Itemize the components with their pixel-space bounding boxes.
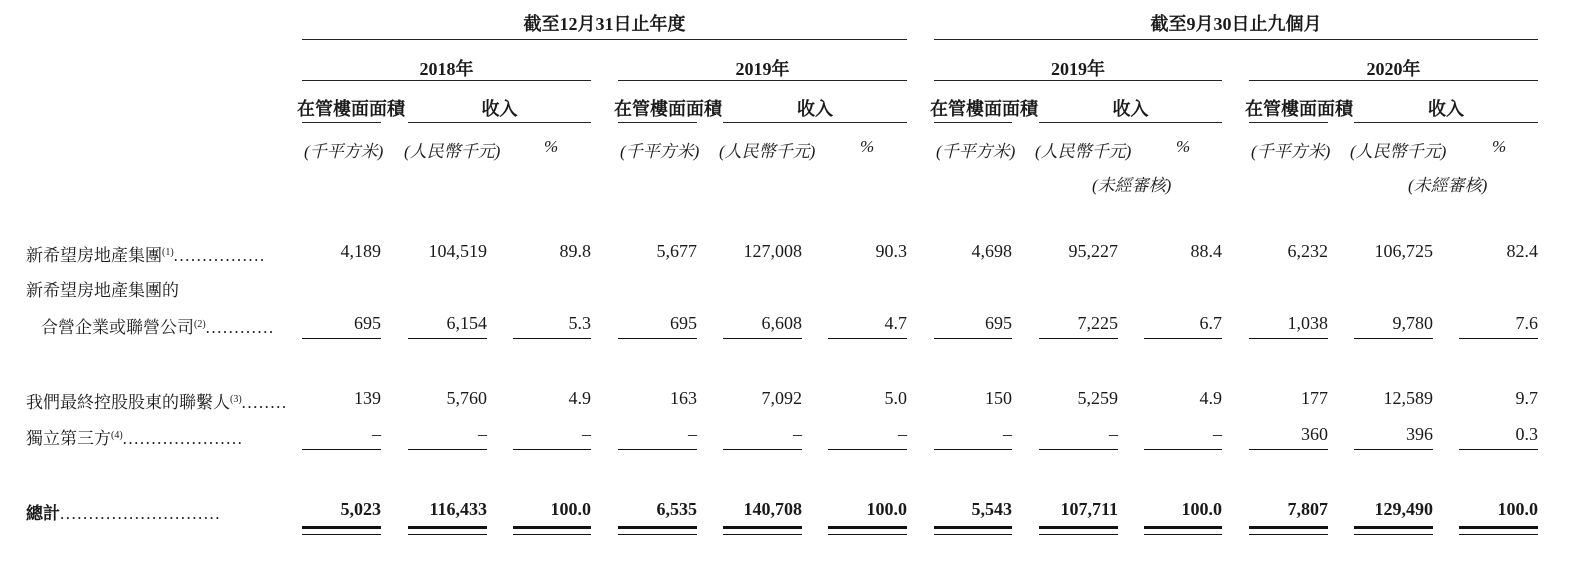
row-label-controlling-associates: [26, 388, 288, 413]
footnote-ref: (4): [111, 430, 123, 441]
dot-leader: ............................: [60, 504, 221, 523]
year-rule: [1249, 80, 1538, 81]
subtotal-rule: [513, 338, 591, 339]
year-header: 2019年: [735, 59, 790, 79]
year-rule: [618, 80, 907, 81]
value-cell: 4.7: [884, 313, 907, 333]
row-label-jv-line1: [26, 276, 179, 301]
value-cell: 5.0: [884, 388, 907, 408]
unit-label: (千平方米): [936, 142, 1016, 161]
year-header: 2019年: [1051, 59, 1105, 79]
total-double-rule: [408, 534, 487, 535]
value-cell: 163: [670, 388, 697, 408]
total-double-rule: [723, 526, 802, 529]
subtotal-rule: [828, 338, 907, 339]
column-header-rule: [618, 122, 697, 123]
total-double-rule: [1354, 526, 1433, 529]
subtotal-rule: [1039, 338, 1118, 339]
gfa-header: 在管樓面面積: [614, 99, 722, 119]
total-double-rule: [1144, 534, 1222, 535]
unit-label: %: [544, 137, 559, 156]
value-cell: 695: [354, 313, 381, 333]
value-cell: 9.7: [1515, 388, 1538, 408]
footnote-ref: (1): [162, 247, 174, 258]
total-double-rule: [1144, 526, 1222, 529]
total-double-rule: [513, 526, 591, 529]
value-cell: –: [793, 424, 802, 444]
total-double-rule: [934, 534, 1012, 535]
subtotal-rule: [408, 449, 487, 450]
total-value-cell: 7,807: [1287, 499, 1328, 519]
unit-label: (人民幣千元): [719, 142, 816, 161]
total-double-rule: [1039, 534, 1118, 535]
year-header: 2018年: [419, 59, 474, 79]
value-cell: 0.3: [1515, 424, 1538, 444]
value-cell: 7,092: [761, 388, 802, 408]
value-cell: 1,038: [1287, 313, 1328, 333]
value-cell: 150: [985, 388, 1012, 408]
value-cell: –: [688, 424, 697, 444]
row-label-text: 新希望房地產集團: [26, 246, 162, 265]
value-cell: 7,225: [1077, 313, 1118, 333]
total-value-cell: 100.0: [1497, 499, 1538, 519]
revenue-header: 收入: [1428, 99, 1464, 119]
gfa-header: 在管樓面面積: [1245, 99, 1353, 119]
total-value-cell: 100.0: [1181, 499, 1222, 519]
row-label-total: [26, 499, 221, 524]
subtotal-rule: [1144, 449, 1222, 450]
row-label-new-hope-group: [26, 241, 266, 266]
unaudited-note: (未經審核): [1092, 176, 1172, 195]
value-cell: 177: [1301, 388, 1328, 408]
total-double-rule: [723, 534, 802, 535]
value-cell: 4,698: [971, 241, 1012, 261]
value-cell: 5.3: [568, 313, 591, 333]
total-double-rule: [302, 534, 381, 535]
value-cell: –: [372, 424, 381, 444]
value-cell: 12,589: [1383, 388, 1433, 408]
column-header-rule: [1039, 122, 1222, 123]
row-label-jv-associates: [41, 313, 275, 338]
value-cell: 82.4: [1506, 241, 1538, 261]
year-rule: [934, 80, 1222, 81]
subtotal-rule: [1459, 449, 1538, 450]
value-cell: 6,608: [761, 313, 802, 333]
column-header-rule: [1354, 122, 1538, 123]
value-cell: 7.6: [1515, 313, 1538, 333]
column-header-rule: [302, 122, 381, 123]
subtotal-rule: [1039, 449, 1118, 450]
revenue-header: 收入: [797, 99, 833, 119]
value-cell: 5,259: [1077, 388, 1118, 408]
unit-label: %: [1492, 137, 1507, 156]
value-cell: 88.4: [1190, 241, 1222, 261]
total-double-rule: [1354, 534, 1433, 535]
row-label-third-parties: [26, 424, 243, 449]
revenue-header: 收入: [1112, 99, 1149, 119]
row-label-text: 我們最終控股股東的聯繫人: [26, 393, 230, 412]
total-double-rule: [618, 526, 697, 529]
value-cell: 95,227: [1068, 241, 1118, 261]
value-cell: 90.3: [875, 241, 907, 261]
row-label-text: 合營企業或聯營公司: [41, 318, 194, 337]
unit-label: (人民幣千元): [1350, 142, 1447, 161]
unit-label: %: [860, 137, 875, 156]
total-value-cell: 6,535: [656, 499, 697, 519]
total-value-cell: 100.0: [866, 499, 907, 519]
subtotal-rule: [1459, 338, 1538, 339]
subtotal-rule: [408, 338, 487, 339]
total-double-rule: [828, 526, 907, 529]
dot-leader: ........: [241, 393, 288, 412]
subtotal-rule: [302, 338, 381, 339]
value-cell: –: [898, 424, 907, 444]
subtotal-rule: [513, 449, 591, 450]
subtotal-rule: [302, 449, 381, 450]
value-cell: 695: [985, 313, 1012, 333]
column-header-rule: [1249, 122, 1328, 123]
row-label-text: 新希望房地產集團的: [26, 281, 179, 300]
value-cell: –: [1003, 424, 1012, 444]
total-double-rule: [302, 526, 381, 529]
column-header-rule: [934, 122, 1012, 123]
value-cell: 6,232: [1287, 241, 1328, 261]
total-double-rule: [408, 526, 487, 529]
subtotal-rule: [1249, 338, 1328, 339]
subtotal-rule: [723, 449, 802, 450]
total-double-rule: [1039, 526, 1118, 529]
value-cell: 4.9: [568, 388, 591, 408]
total-value-cell: 5,023: [340, 499, 381, 519]
subtotal-rule: [828, 449, 907, 450]
total-double-rule: [513, 534, 591, 535]
unit-label: (千平方米): [620, 142, 700, 161]
dot-leader: .....................: [122, 429, 244, 448]
total-value-cell: 5,543: [971, 499, 1012, 519]
revenue-header: 收入: [481, 99, 518, 119]
value-cell: 5,677: [656, 241, 697, 261]
column-header-rule: [723, 122, 907, 123]
value-cell: 6.7: [1199, 313, 1222, 333]
value-cell: 396: [1406, 424, 1433, 444]
value-cell: –: [582, 424, 591, 444]
subtotal-rule: [1144, 338, 1222, 339]
value-cell: 360: [1301, 424, 1328, 444]
total-value-cell: 140,708: [743, 499, 802, 519]
total-double-rule: [828, 534, 907, 535]
value-cell: 104,519: [428, 241, 487, 261]
period-header-full-year: 截至12月31日止年度: [523, 14, 686, 34]
unit-label: (人民幣千元): [404, 142, 501, 161]
value-cell: 89.8: [559, 241, 591, 261]
gfa-header: 在管樓面面積: [930, 99, 1038, 119]
subtotal-rule: [934, 338, 1012, 339]
gfa-header: 在管樓面面積: [297, 99, 405, 119]
subtotal-rule: [1354, 338, 1433, 339]
unit-label: (人民幣千元): [1035, 142, 1132, 161]
row-label-text: 總計: [26, 504, 60, 523]
total-double-rule: [1249, 534, 1328, 535]
value-cell: 5,760: [446, 388, 487, 408]
value-cell: –: [478, 424, 487, 444]
value-cell: –: [1109, 424, 1118, 444]
total-double-rule: [1249, 526, 1328, 529]
value-cell: 4.9: [1199, 388, 1222, 408]
dot-leader: ............: [205, 318, 275, 337]
unit-label: (千平方米): [1251, 142, 1331, 161]
value-cell: 6,154: [446, 313, 487, 333]
value-cell: 4,189: [340, 241, 381, 261]
value-cell: 127,008: [743, 241, 802, 261]
unit-label: %: [1176, 137, 1191, 156]
footnote-ref: (3): [230, 394, 242, 405]
subtotal-rule: [1249, 449, 1328, 450]
unit-label: (千平方米): [304, 142, 384, 161]
row-label-text: 獨立第三方: [26, 429, 111, 448]
year-header: 2020年: [1366, 59, 1421, 79]
total-double-rule: [1459, 526, 1538, 529]
period-rule: [934, 39, 1538, 40]
value-cell: 106,725: [1374, 241, 1433, 261]
value-cell: 9,780: [1392, 313, 1433, 333]
total-value-cell: 116,433: [429, 499, 487, 519]
period-rule: [302, 39, 907, 40]
unaudited-note: (未經審核): [1408, 176, 1488, 195]
subtotal-rule: [1354, 449, 1433, 450]
dot-leader: ................: [173, 246, 266, 265]
subtotal-rule: [618, 449, 697, 450]
total-value-cell: 107,711: [1060, 499, 1118, 519]
total-double-rule: [1459, 534, 1538, 535]
value-cell: 139: [354, 388, 381, 408]
total-double-rule: [934, 526, 1012, 529]
footnote-ref: (2): [194, 319, 206, 330]
total-value-cell: 129,490: [1374, 499, 1433, 519]
subtotal-rule: [618, 338, 697, 339]
year-rule: [302, 80, 591, 81]
value-cell: –: [1213, 424, 1222, 444]
value-cell: 695: [670, 313, 697, 333]
column-header-rule: [408, 122, 591, 123]
total-double-rule: [618, 534, 697, 535]
total-value-cell: 100.0: [550, 499, 591, 519]
period-header-nine-months: 截至9月30日止九個月: [1150, 14, 1322, 34]
subtotal-rule: [934, 449, 1012, 450]
subtotal-rule: [723, 338, 802, 339]
